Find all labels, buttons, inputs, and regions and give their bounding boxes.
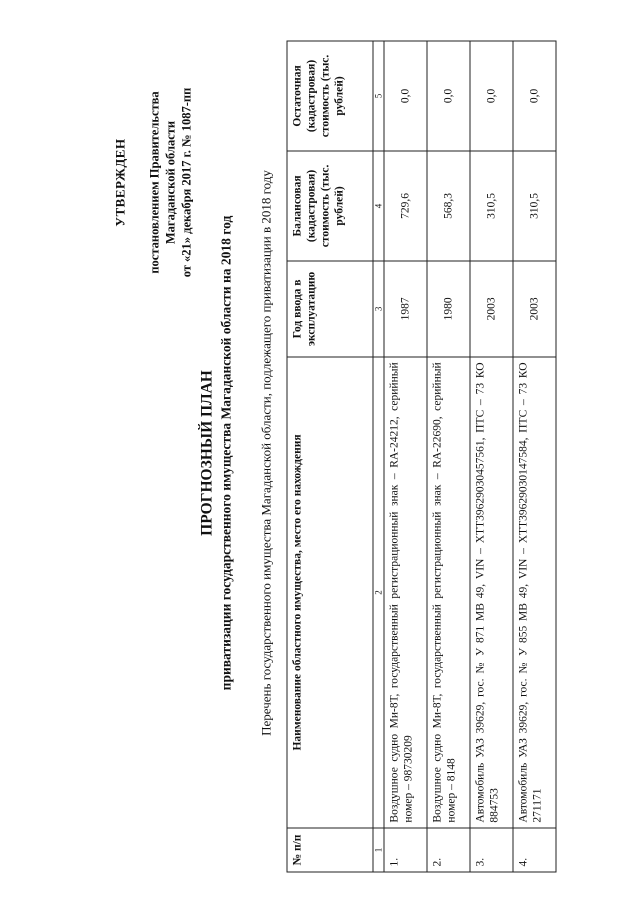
table-row (470, 41, 513, 872)
year-cell: 2003 (470, 260, 513, 356)
table-row (513, 41, 556, 872)
header-balance: Балансовая (кадастровая) стоимость (тыс. рублей) (287, 150, 373, 260)
approval-line-3: от «21» декабря 2017 г. № 1087-пп (179, 87, 193, 277)
property-name: Автомобиль УАЗ 39629, гос. № У 871 МВ 49, VIN – ХТТ39629030457561, ПТС – 73 КО 884753 (470, 356, 513, 827)
row-number: 3. (470, 828, 513, 872)
property-name: Воздушное судно Ми-8Т, государственный регистрационный знак – RA-24212, серийный номер – 98730209 (384, 356, 427, 827)
residual-cell: 0,0 (384, 41, 427, 151)
balance-cell: 729,6 (384, 150, 427, 260)
property-name: Автомобиль УАЗ 39629, гос. № У 855 МВ 49, VIN – ХТТ39629030147584, ПТС – 73 КО 271171 (513, 356, 556, 827)
column-number: 3 (373, 260, 384, 356)
approval-title: УТВЕРЖДЕН (112, 137, 127, 227)
column-number: 1 (373, 828, 384, 872)
property-name: Воздушное судно Ми-8Т, государственный регистрационный знак – RA-22690, серийный номер – 8148 (427, 356, 470, 827)
header-row (287, 41, 373, 872)
year-cell: 1987 (384, 260, 427, 356)
balance-cell: 310,5 (470, 150, 513, 260)
document-title: ПРОГНОЗНЫЙ ПЛАН (198, 369, 215, 536)
table-caption: Перечень государственного имущества Магаданской области, подлежащего приватизации в 2018 году (258, 169, 273, 736)
table-row (427, 41, 470, 872)
privatization-table (286, 40, 556, 872)
residual-cell: 0,0 (427, 41, 470, 151)
row-number: 1. (384, 828, 427, 872)
column-number: 5 (373, 41, 384, 151)
header-year: Год ввода в эксплуатацию (287, 260, 373, 356)
table-row (384, 41, 427, 872)
header-number: № п/п (287, 828, 373, 872)
balance-cell: 568,3 (427, 150, 470, 260)
residual-cell: 0,0 (513, 41, 556, 151)
approval-line-2: Магаданской области (163, 120, 177, 244)
row-number: 4. (513, 828, 556, 872)
year-cell: 1980 (427, 260, 470, 356)
header-residual: Остаточная (кадастровая) стоимость (тыс. рублей) (287, 41, 373, 151)
balance-cell: 310,5 (513, 150, 556, 260)
document-subtitle: приватизации государственного имущества Магаданской области на 2018 год (218, 215, 233, 690)
year-cell: 2003 (513, 260, 556, 356)
header-name: Наименование областного имущества, место его нахождения (287, 356, 373, 827)
approval-block (112, 42, 194, 322)
approval-line-1: постановлением Правительства (147, 90, 161, 274)
column-number: 4 (373, 150, 384, 260)
column-number: 2 (373, 356, 384, 827)
row-number: 2. (427, 828, 470, 872)
residual-cell: 0,0 (470, 41, 513, 151)
column-number-row (373, 41, 384, 872)
